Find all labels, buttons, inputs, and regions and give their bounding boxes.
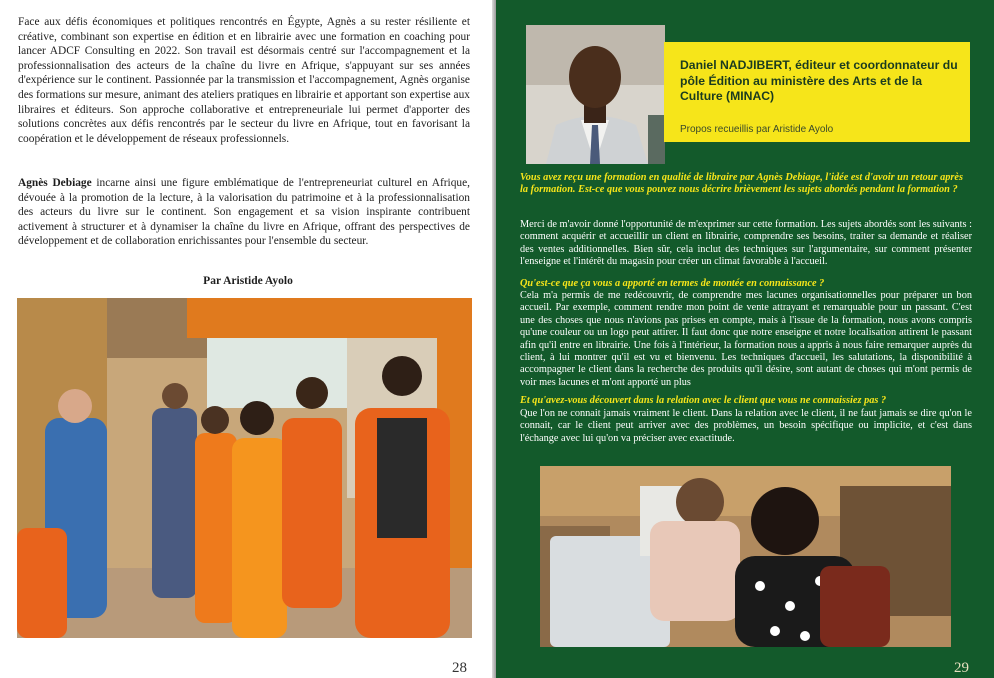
profile-paragraph-2 xyxy=(18,176,470,249)
answer-2: Cela m'a permis de me redécouvrir, de comprendre mes lacunes organisationnelles pour préparer un bon accueil. Par exemple, comment rendre mon point de vente attrayant et remarquable pour un passant. C'est une des choses que nous n'avions pas prises en compte, mais à l'issue de la formation, nous avons compris qu'une couleur ou un logo peut attirer. Il faut donc que notre enseigne et notre localisation attirent le passant afin qu'il entre en librairie. Une fois à l'intérieur, la formation nous a appris à nous faire remarquer auprès du client, à lui montrer qu'il est vu et bienvenu. Les techniques d'accueil, les salutations, la disponibilité à accompagner le client dans la recherche des produits qu'il désire, sont autant de choses qui m'ont permis de voir mes lacunes et m'ont apporté un plus xyxy=(520,290,972,388)
bookstore-computer-photo xyxy=(540,466,951,647)
page-number: 28 xyxy=(452,660,467,676)
interviewee-portrait xyxy=(526,25,665,164)
article-byline: Par Aristide Ayolo xyxy=(203,275,293,287)
interview-credit: Propos recueillis par Aristide Ayolo xyxy=(680,124,834,135)
left-page xyxy=(0,0,496,678)
question-1: Vous avez reçu une formation en qualité de libraire par Agnès Debiage, l'idée est d'avoir un retour après la formation. Est-ce que vous pouvez nous décrire brièvement les sujets abordés pendant la formation ? xyxy=(520,172,963,196)
page-number: 29 xyxy=(954,660,969,676)
answer-3: Que l'on ne connait jamais vraiment le client. Dans la relation avec le client, il ne faut jamais se dire qu'on le connait, car le client peut arriver avec des problèmes, un besoin spécifique ou implicite, et c'est dans l'échange avec lui qu'on va préciser avec exactitude. xyxy=(520,408,972,444)
profile-paragraph-1: Face aux défis économiques et politiques rencontrés en Égypte, Agnès a su rester résiliente et créative, combinant son expertise en édition et en librairie avec une formation en coaching pour lancer ADCF Consulting en 2022. Son travail est désormais centré sur l'accompagnement et la professionnalisation des acteurs de la chaîne du livre en Afrique, s'appuyant sur ses années d'expérience sur le continent. Passionnée par la transmission et l'accompagnement, Agnès organise des formations sur mesure, animant des ateliers pratiques en librairie et apportant son expertise aux libraires et éditeurs. Son approche collaborative et entrepreneuriale lui permet d'apporter des solutions concrètes aux défis rencontrés par le secteur du livre en Afrique, tout en favorisant la coopération et le développement de réseaux professionnels. xyxy=(18,16,470,145)
answer-1: Merci de m'avoir donné l'opportunité de m'exprimer sur cette formation. Les sujets abordés sont les suivants : comment acquérir et accueillir un client en librairie, comprendre ses besoins, traiter sa demande et réaliser des ventes additionnelles. Bien sûr, cela inclut des techniques sur l'argumentaire, sur comment présenter l'enseigne et l'intérêt du magasin pour créer un climat favorable à l'accueil. xyxy=(520,219,972,268)
training-group-photo xyxy=(17,298,472,638)
interviewee-box xyxy=(664,42,970,142)
question-2: Qu'est-ce que ça vous a apporté en termes de montée en connaissance ? xyxy=(520,278,825,289)
question-3: Et qu'avez-vous découvert dans la relation avec le client que vous ne connaissiez pas ? xyxy=(520,395,887,406)
profile-name: Agnès Debiage xyxy=(18,177,92,189)
right-page xyxy=(496,0,994,678)
interviewee-name: Daniel NADJIBERT, éditeur et coordonnateur du pôle Édition au ministère des Arts et de la Culture (MINAC) xyxy=(680,58,958,103)
profile-paragraph-2-text: incarne ainsi une figure emblématique de l'entrepreneuriat culturel en Afrique, dévouée à la promotion de la lecture, à la valorisation du patrimoine et à la professionnalisation des acteurs du livre sur le continent. Son engagement et sa vision inspirante contribuent activement à structurer et à dynamiser la chaîne du livre en Afrique, offrant des perspectives de développement et de collaboration enrichissantes pour l'ensemble du secteur. xyxy=(18,177,470,248)
